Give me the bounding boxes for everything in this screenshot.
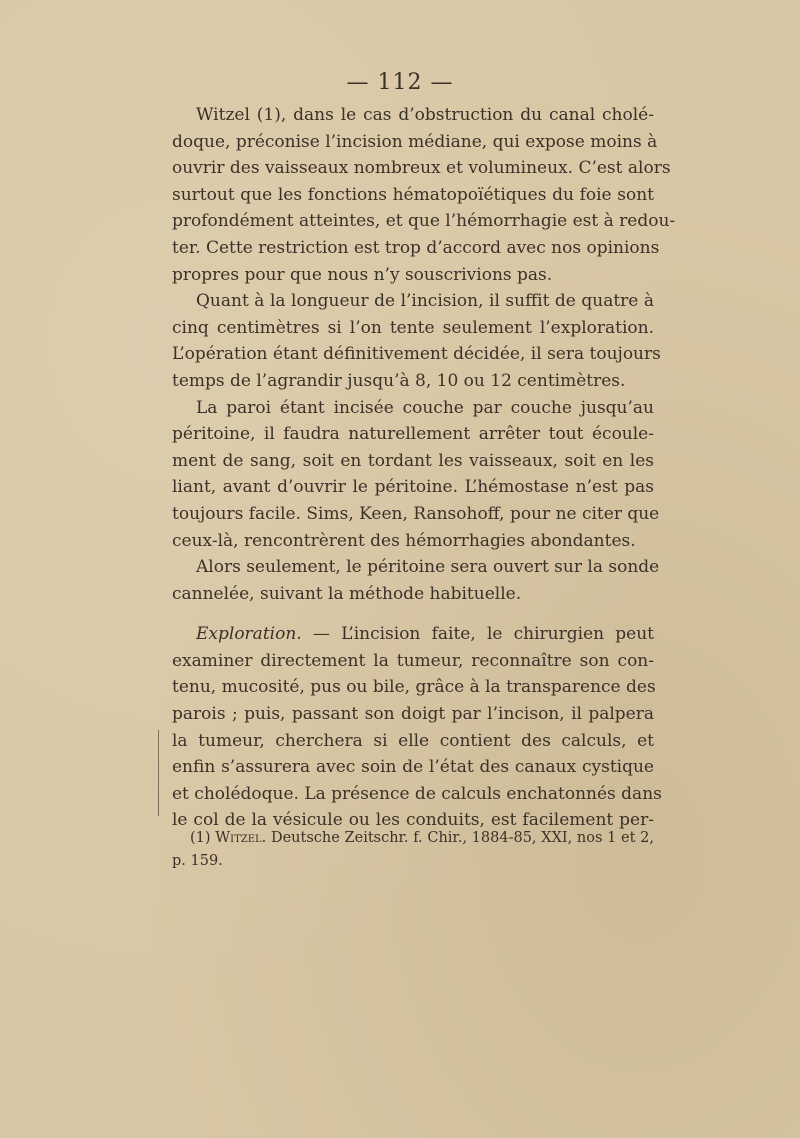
- text-line: La paroi étant incisée couche par couche jusqu’au: [196, 397, 654, 418]
- margin-pencil-mark: [158, 730, 159, 816]
- text-line: ment de sang, soit en tordant les vaisseaux, soit en les: [172, 450, 654, 471]
- text-fragment: — L’incision faite, le chirurgien peut: [301, 624, 654, 645]
- text-line: surtout que les fonctions hématopoïétiques du foie sont: [172, 184, 654, 205]
- text-line: enfin s’assurera avec soin de l’état des canaux cystique: [172, 757, 654, 778]
- footnote-marker: (1): [190, 830, 216, 846]
- section-line: [172, 621, 654, 648]
- page-number: — 112 —: [346, 70, 454, 95]
- section-heading-exploration: Exploration.: [196, 624, 302, 645]
- footnote-author: Witzel: [215, 830, 262, 846]
- text-line: ouvrir des vaisseaux nombreux et volumineux. C’est alors: [172, 158, 671, 179]
- text-line: Witzel (1), dans le cas d’obstruction du canal cholé-: [196, 105, 654, 125]
- text-line: et cholédoque. La présence de calculs enchatonnés dans: [172, 783, 662, 804]
- text-line: la tumeur, cherchera si elle contient des calculs, et: [172, 730, 654, 751]
- text-line: examiner directement la tumeur, reconnaître son con-: [172, 650, 654, 671]
- body-text: [172, 102, 676, 834]
- text-line: le col de la vésicule ou les conduits, est facilement per-: [172, 810, 654, 831]
- text-line: doque, préconise l’incision médiane, qui expose moins à: [172, 131, 658, 152]
- footnote-text: . Deutsche Zeitschr. f. Chir., 1884-85, XXI, nos 1 et 2,: [261, 830, 654, 846]
- text-line: tenu, mucosité, pus ou bile, grâce à la transparence des: [172, 677, 656, 698]
- text-line: parois ; puis, passant son doigt par l’incison, il palpera: [172, 704, 654, 725]
- text-line: L’opération étant définitivement décidée, il sera toujours: [172, 344, 661, 365]
- text-line: Quant à la longueur de l’incision, il suffit de quatre à: [196, 291, 654, 312]
- footnote-line: [172, 827, 654, 850]
- text-line: cinq centimètres si l’on tente seulement l’exploration.: [172, 317, 654, 338]
- footnotes: [172, 827, 654, 873]
- footnote-line: p. 159.: [172, 853, 223, 869]
- text-line: ceux-là, rencontrèrent des hémorrhagies abondantes.: [172, 530, 636, 551]
- text-line: liant, avant d’ouvrir le péritoine. L’hémostase n’est pas: [172, 477, 654, 498]
- text-line: propres pour que nous n’y souscrivions pas.: [172, 264, 553, 285]
- text-line: cannelée, suivant la méthode habituelle.: [172, 583, 522, 604]
- text-line: péritoine, il faudra naturellement arrêter tout écoule-: [172, 424, 654, 445]
- text-line: profondément atteintes, et que l’hémorrhagie est à redou-: [172, 211, 676, 232]
- text-line: Alors seulement, le péritoine sera ouvert sur la sonde: [196, 557, 660, 578]
- text-line: temps de l’agrandir jusqu’à 8, 10 ou 12 centimètres.: [172, 370, 626, 391]
- text-line: ter. Cette restriction est trop d’accord avec nos opinions: [172, 237, 660, 258]
- text-line: toujours facile. Sims, Keen, Ransohoff, pour ne citer que: [172, 503, 660, 524]
